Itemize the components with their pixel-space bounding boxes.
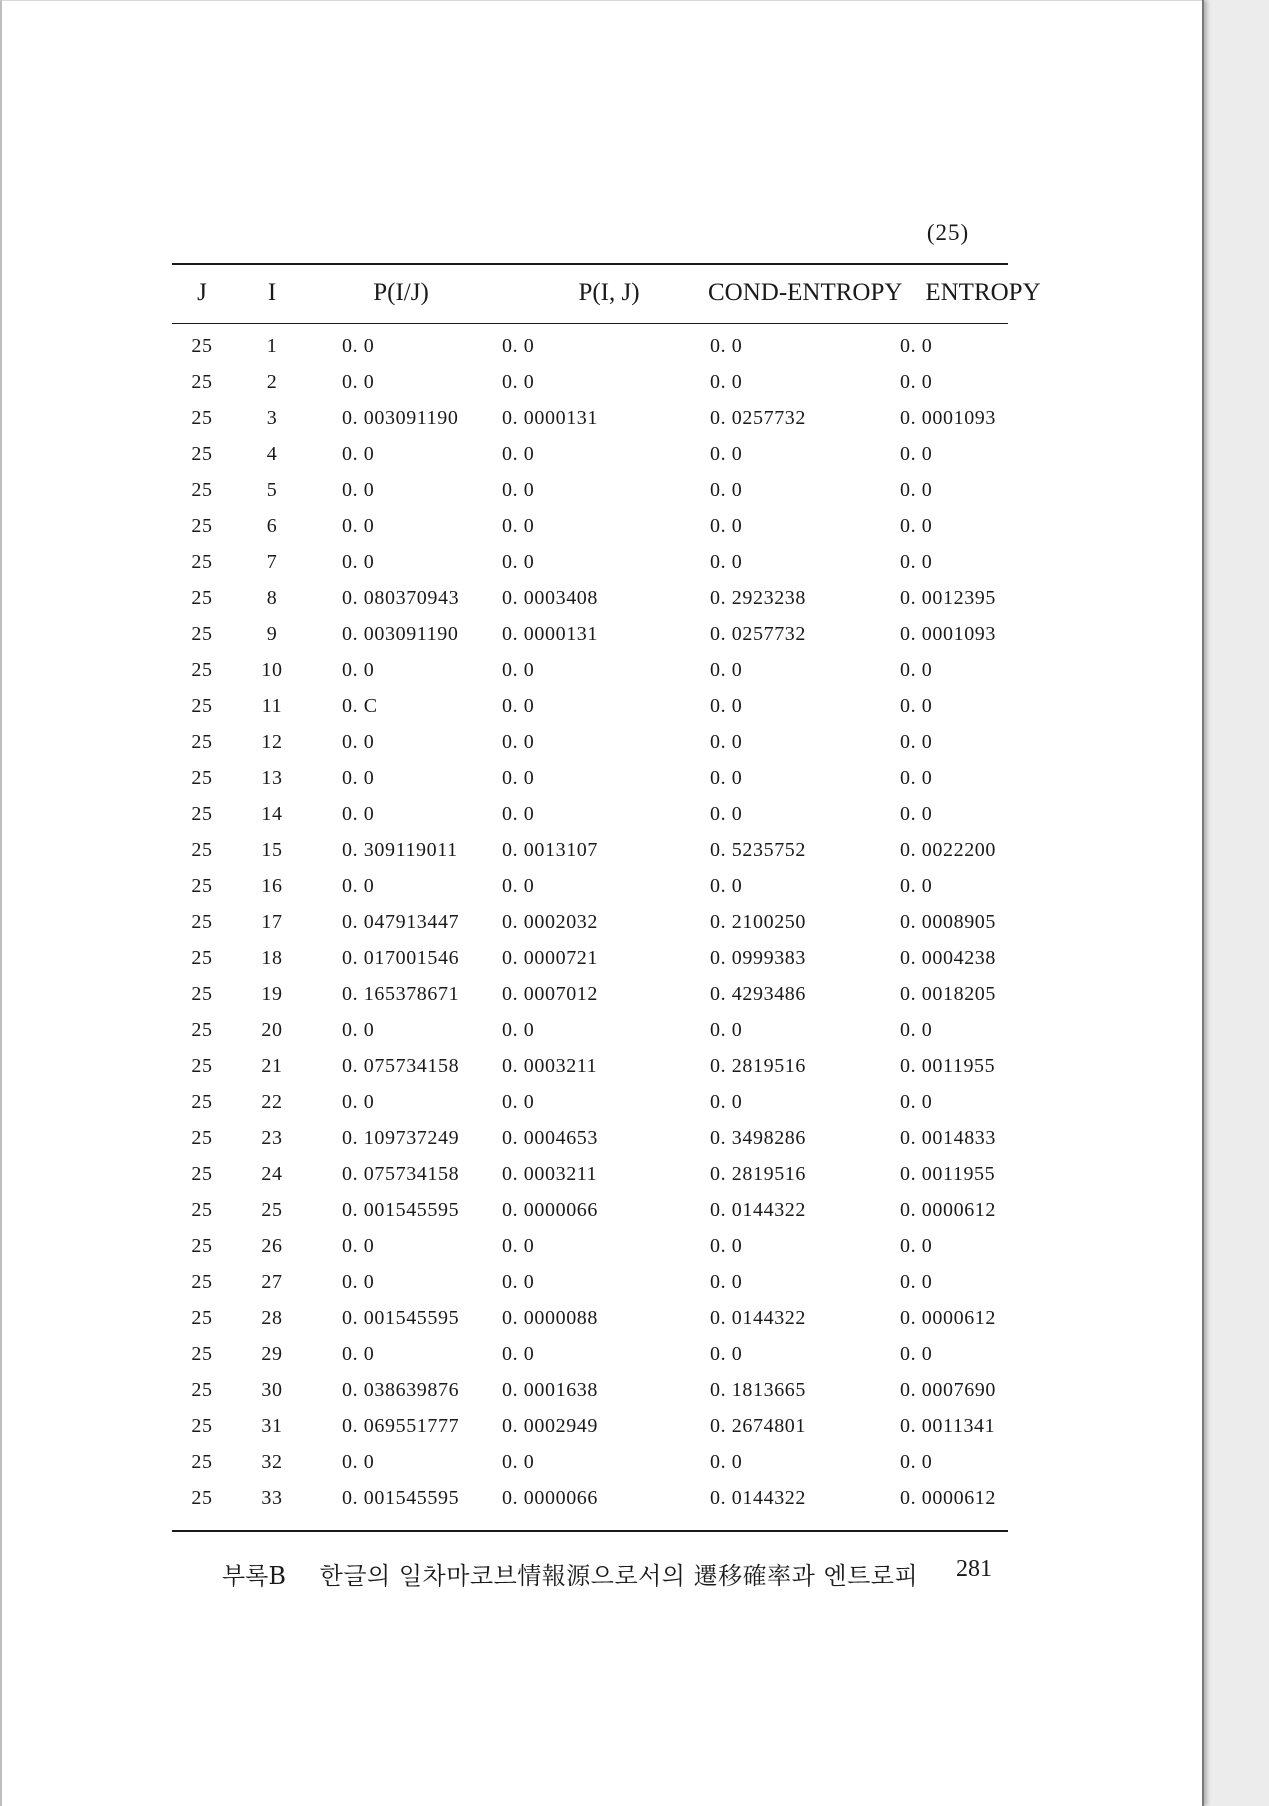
cell-j: 25 (191, 658, 213, 681)
cell-i: 25 (261, 1198, 283, 1221)
cell-i: 21 (261, 1054, 283, 1077)
table-row (172, 904, 1064, 940)
table-row (172, 544, 1064, 580)
cell-j: 25 (191, 514, 213, 537)
cell-i: 13 (261, 766, 283, 789)
cell-p-joint: 0. 0 (502, 766, 535, 789)
cell-cond-entropy: 0. 2100250 (710, 910, 806, 933)
cell-cond-entropy: 0. 0 (710, 442, 743, 465)
cell-p-cond: 0. 001545595 (342, 1198, 460, 1221)
cell-p-joint: 0. 0000088 (502, 1306, 598, 1329)
table-row (172, 436, 1064, 472)
cell-p-cond: 0. 0 (342, 1090, 375, 1113)
cell-p-cond: 0. 0 (342, 802, 375, 825)
cell-cond-entropy: 0. 0 (710, 802, 743, 825)
cell-entropy: 0. 0 (900, 766, 933, 789)
cell-p-joint: 0. 0 (502, 1234, 535, 1257)
cell-i: 33 (261, 1486, 283, 1509)
cell-cond-entropy: 0. 0 (710, 730, 743, 753)
cell-j: 25 (191, 1450, 213, 1473)
header-row (172, 264, 1064, 322)
table-page-label: (25) (926, 220, 970, 245)
cell-cond-entropy: 0. 0 (710, 514, 743, 537)
cell-p-joint: 0. 0 (502, 442, 535, 465)
cell-p-joint: 0. 0 (502, 1018, 535, 1041)
table-row (172, 1408, 1064, 1444)
cell-p-cond: 0. 109737249 (342, 1126, 460, 1149)
cell-cond-entropy: 0. 0 (710, 1342, 743, 1365)
cell-cond-entropy: 0. 3498286 (710, 1126, 806, 1149)
cell-p-cond: 0. 001545595 (342, 1306, 460, 1329)
table-row (172, 976, 1064, 1012)
cell-j: 25 (191, 694, 213, 717)
cell-p-joint: 0. 0002032 (502, 910, 598, 933)
cell-entropy: 0. 0 (900, 802, 933, 825)
cell-p-joint: 0. 0000131 (502, 622, 598, 645)
cell-cond-entropy: 0. 0 (710, 766, 743, 789)
cell-i: 15 (261, 838, 283, 861)
cell-entropy: 0. 0000612 (900, 1306, 996, 1329)
cell-entropy: 0. 0004238 (900, 946, 996, 969)
table-row (172, 760, 1064, 796)
cell-p-joint: 0. 0 (502, 874, 535, 897)
cell-j: 25 (191, 1054, 213, 1077)
cell-j: 25 (191, 1414, 213, 1437)
cell-p-cond: 0. 003091190 (342, 622, 459, 645)
cell-cond-entropy: 0. 0 (710, 550, 743, 573)
cell-p-joint: 0. 0000066 (502, 1198, 598, 1221)
cell-cond-entropy: 0. 2819516 (710, 1162, 806, 1185)
cell-i: 16 (261, 874, 283, 897)
cell-p-cond: 0. 0 (342, 1450, 375, 1473)
cell-j: 25 (191, 802, 213, 825)
cell-j: 25 (191, 1378, 213, 1401)
cell-cond-entropy: 0. 0 (710, 658, 743, 681)
header-cond-entropy: COND-ENTROPY (708, 279, 903, 306)
cell-p-cond: 0. 0 (342, 550, 375, 573)
cell-p-joint: 0. 0003211 (502, 1162, 598, 1185)
cell-p-cond: 0. 017001546 (342, 946, 460, 969)
cell-p-joint: 0. 0000721 (502, 946, 598, 969)
cell-i: 22 (261, 1090, 283, 1113)
cell-p-joint: 0. 0000066 (502, 1486, 598, 1509)
cell-j: 25 (191, 838, 213, 861)
cell-p-joint: 0. 0003408 (502, 586, 598, 609)
cell-cond-entropy: 0. 0 (710, 1234, 743, 1257)
cell-cond-entropy: 0. 0257732 (710, 406, 806, 429)
cell-p-cond: 0. 0 (342, 730, 375, 753)
cell-j: 25 (191, 1018, 213, 1041)
page-number: 281 (956, 1556, 992, 1582)
cell-i: 12 (261, 730, 283, 753)
table-row (172, 1012, 1064, 1048)
table-row (172, 1444, 1064, 1480)
cell-j: 25 (191, 1270, 213, 1293)
cell-cond-entropy: 0. 2923238 (710, 586, 806, 609)
cell-p-cond: 0. 0 (342, 478, 375, 501)
table-row (172, 472, 1064, 508)
cell-i: 9 (266, 622, 278, 645)
cell-cond-entropy: 0. 0999383 (710, 946, 806, 969)
cell-p-cond: 0. 003091190 (342, 406, 459, 429)
table-row (172, 508, 1064, 544)
cell-p-joint: 0. 0 (502, 730, 535, 753)
cell-i: 24 (261, 1162, 283, 1185)
cell-i: 11 (261, 694, 283, 717)
cell-j: 25 (191, 1486, 213, 1509)
cell-p-cond: 0. C (342, 694, 378, 717)
cell-i: 20 (261, 1018, 283, 1041)
cell-p-joint: 0. 0004653 (502, 1126, 598, 1149)
cell-i: 32 (261, 1450, 283, 1473)
cell-i: 27 (261, 1270, 283, 1293)
cell-p-cond: 0. 0 (342, 334, 375, 357)
table-bottom-rule (172, 1530, 1008, 1532)
cell-p-cond: 0. 0 (342, 1342, 375, 1365)
cell-p-joint: 0. 0 (502, 694, 535, 717)
cell-j: 25 (191, 622, 213, 645)
cell-i: 19 (261, 982, 283, 1005)
cell-p-cond: 0. 0 (342, 1018, 375, 1041)
cell-entropy: 0. 0 (900, 478, 933, 501)
cell-p-cond: 0. 0 (342, 658, 375, 681)
footer-title: 한글의 일차마코브情報源으로서의 遷移確率과 엔트로피 (319, 1562, 919, 1590)
cell-cond-entropy: 0. 0 (710, 1018, 743, 1041)
cell-p-joint: 0. 0 (502, 658, 535, 681)
cell-p-cond: 0. 075734158 (342, 1054, 460, 1077)
cell-entropy: 0. 0 (900, 370, 933, 393)
cell-p-joint: 0. 0001638 (502, 1378, 598, 1401)
cell-j: 25 (191, 874, 213, 897)
cell-j: 25 (191, 406, 213, 429)
cell-j: 25 (191, 370, 213, 393)
cell-p-joint: 0. 0 (502, 1342, 535, 1365)
cell-i: 5 (266, 478, 278, 501)
cell-i: 8 (266, 586, 278, 609)
cell-cond-entropy: 0. 0 (710, 370, 743, 393)
cell-entropy: 0. 0 (900, 874, 933, 897)
cell-i: 28 (261, 1306, 283, 1329)
cell-cond-entropy: 0. 0 (710, 694, 743, 717)
table-row (172, 1480, 1064, 1516)
cell-entropy: 0. 0022200 (900, 838, 996, 861)
table-row (172, 652, 1064, 688)
cell-cond-entropy: 0. 5235752 (710, 838, 806, 861)
cell-j: 25 (191, 910, 213, 933)
cell-p-joint: 0. 0 (502, 514, 535, 537)
cell-i: 29 (261, 1342, 283, 1365)
cell-p-joint: 0. 0 (502, 1270, 535, 1293)
cell-p-cond: 0. 0 (342, 766, 375, 789)
cell-entropy: 0. 0000612 (900, 1486, 996, 1509)
cell-cond-entropy: 0. 0 (710, 1090, 743, 1113)
cell-p-cond: 0. 165378671 (342, 982, 460, 1005)
cell-i: 14 (261, 802, 283, 825)
table-row (172, 1192, 1064, 1228)
cell-cond-entropy: 0. 0 (710, 1450, 743, 1473)
cell-entropy: 0. 0 (900, 730, 933, 753)
cell-p-cond: 0. 0 (342, 874, 375, 897)
cell-p-joint: 0. 0007012 (502, 982, 598, 1005)
cell-p-joint: 0. 0 (502, 1090, 535, 1113)
cell-j: 25 (191, 1090, 213, 1113)
cell-entropy: 0. 0 (900, 514, 933, 537)
cell-entropy: 0. 0018205 (900, 982, 996, 1005)
cell-entropy: 0. 0 (900, 442, 933, 465)
cell-p-joint: 0. 0 (502, 370, 535, 393)
cell-i: 6 (266, 514, 278, 537)
table-row (172, 1228, 1064, 1264)
cell-i: 2 (266, 370, 278, 393)
cell-i: 1 (266, 334, 278, 357)
cell-j: 25 (191, 334, 213, 357)
table-row (172, 688, 1064, 724)
cell-j: 25 (191, 1342, 213, 1365)
cell-j: 25 (191, 442, 213, 465)
header-p-cond: P(I/J) (373, 279, 429, 306)
table-row (172, 1120, 1064, 1156)
cell-cond-entropy: 0. 0144322 (710, 1306, 806, 1329)
cell-entropy: 0. 0 (900, 1090, 933, 1113)
table-row (172, 1372, 1064, 1408)
cell-i: 4 (266, 442, 278, 465)
table-row (172, 580, 1064, 616)
header-j: J (197, 279, 207, 306)
cell-j: 25 (191, 946, 213, 969)
cell-entropy: 0. 0 (900, 1234, 933, 1257)
table-row (172, 322, 1064, 364)
table-row (172, 400, 1064, 436)
cell-j: 25 (191, 586, 213, 609)
cell-p-joint: 0. 0003211 (502, 1054, 598, 1077)
cell-p-joint: 0. 0002949 (502, 1414, 598, 1437)
table-row (172, 868, 1064, 904)
page-footer (222, 1556, 992, 1591)
cell-entropy: 0. 0 (900, 1450, 933, 1473)
cell-entropy: 0. 0011955 (900, 1162, 996, 1185)
cell-cond-entropy: 0. 0 (710, 874, 743, 897)
cell-cond-entropy: 0. 0 (710, 478, 743, 501)
cell-cond-entropy: 0. 2819516 (710, 1054, 806, 1077)
cell-i: 10 (261, 658, 283, 681)
cell-i: 23 (261, 1126, 283, 1149)
cell-entropy: 0. 0 (900, 658, 933, 681)
cell-i: 30 (261, 1378, 283, 1401)
cell-j: 25 (191, 1162, 213, 1185)
cell-cond-entropy: 0. 1813665 (710, 1378, 806, 1401)
cell-entropy: 0. 0001093 (900, 406, 996, 429)
table-row (172, 1048, 1064, 1084)
cell-j: 25 (191, 1126, 213, 1149)
cell-i: 18 (261, 946, 283, 969)
cell-cond-entropy: 0. 0 (710, 1270, 743, 1293)
cell-j: 25 (191, 766, 213, 789)
cell-p-cond: 0. 069551777 (342, 1414, 460, 1437)
cell-p-cond: 0. 0 (342, 370, 375, 393)
cell-entropy: 0. 0008905 (900, 910, 996, 933)
table-header (172, 264, 1064, 322)
table-row (172, 940, 1064, 976)
header-p-joint: P(I, J) (578, 279, 640, 306)
cell-i: 3 (266, 406, 278, 429)
cell-entropy: 0. 0 (900, 334, 933, 357)
cell-entropy: 0. 0007690 (900, 1378, 996, 1401)
cell-p-cond: 0. 047913447 (342, 910, 460, 933)
footer-appendix-label: 부록B (222, 1562, 287, 1590)
cell-p-joint: 0. 0 (502, 334, 535, 357)
cell-i: 7 (266, 550, 278, 573)
cell-cond-entropy: 0. 4293486 (710, 982, 806, 1005)
cell-i: 31 (261, 1414, 283, 1437)
table-row (172, 796, 1064, 832)
cell-entropy: 0. 0 (900, 1018, 933, 1041)
cell-entropy: 0. 0 (900, 1270, 933, 1293)
cell-entropy: 0. 0001093 (900, 622, 996, 645)
table-row (172, 1336, 1064, 1372)
cell-p-cond: 0. 0 (342, 442, 375, 465)
cell-entropy: 0. 0014833 (900, 1126, 996, 1149)
cell-entropy: 0. 0011955 (900, 1054, 996, 1077)
cell-p-cond: 0. 0 (342, 1234, 375, 1257)
table-row (172, 1264, 1064, 1300)
table-row (172, 832, 1064, 868)
cell-p-cond: 0. 0 (342, 1270, 375, 1293)
cell-j: 25 (191, 1234, 213, 1257)
cell-p-joint: 0. 0 (502, 478, 535, 501)
header-i: I (267, 279, 277, 306)
cell-entropy: 0. 0 (900, 1342, 933, 1365)
cell-p-joint: 0. 0 (502, 802, 535, 825)
table-row (172, 1084, 1064, 1120)
table-row (172, 364, 1064, 400)
cell-p-joint: 0. 0 (502, 550, 535, 573)
cell-cond-entropy: 0. 0 (710, 334, 743, 357)
cell-p-joint: 0. 0 (502, 1450, 535, 1473)
table-row (172, 724, 1064, 760)
cell-entropy: 0. 0 (900, 550, 933, 573)
cell-j: 25 (191, 730, 213, 753)
cell-entropy: 0. 0 (900, 694, 933, 717)
cell-entropy: 0. 0000612 (900, 1198, 996, 1221)
cell-j: 25 (191, 982, 213, 1005)
cell-j: 25 (191, 550, 213, 573)
header-entropy: ENTROPY (925, 279, 1041, 306)
cell-cond-entropy: 0. 0144322 (710, 1198, 806, 1221)
table-body (172, 322, 1064, 1516)
cell-cond-entropy: 0. 0144322 (710, 1486, 806, 1509)
table-row (172, 1300, 1064, 1336)
entropy-table (172, 264, 1064, 1516)
cell-j: 25 (191, 1198, 213, 1221)
cell-i: 26 (261, 1234, 283, 1257)
cell-p-cond: 0. 309119011 (342, 838, 458, 861)
cell-j: 25 (191, 478, 213, 501)
cell-j: 25 (191, 1306, 213, 1329)
cell-cond-entropy: 0. 0257732 (710, 622, 806, 645)
table-row (172, 616, 1064, 652)
cell-i: 17 (261, 910, 283, 933)
table-row (172, 1156, 1064, 1192)
cell-p-cond: 0. 038639876 (342, 1378, 460, 1401)
cell-p-joint: 0. 0013107 (502, 838, 598, 861)
cell-p-cond: 0. 075734158 (342, 1162, 460, 1185)
cell-p-cond: 0. 080370943 (342, 586, 460, 609)
cell-cond-entropy: 0. 2674801 (710, 1414, 806, 1437)
cell-entropy: 0. 0011341 (900, 1414, 996, 1437)
cell-p-cond: 0. 001545595 (342, 1486, 460, 1509)
cell-p-joint: 0. 0000131 (502, 406, 598, 429)
cell-p-cond: 0. 0 (342, 514, 375, 537)
cell-entropy: 0. 0012395 (900, 586, 996, 609)
